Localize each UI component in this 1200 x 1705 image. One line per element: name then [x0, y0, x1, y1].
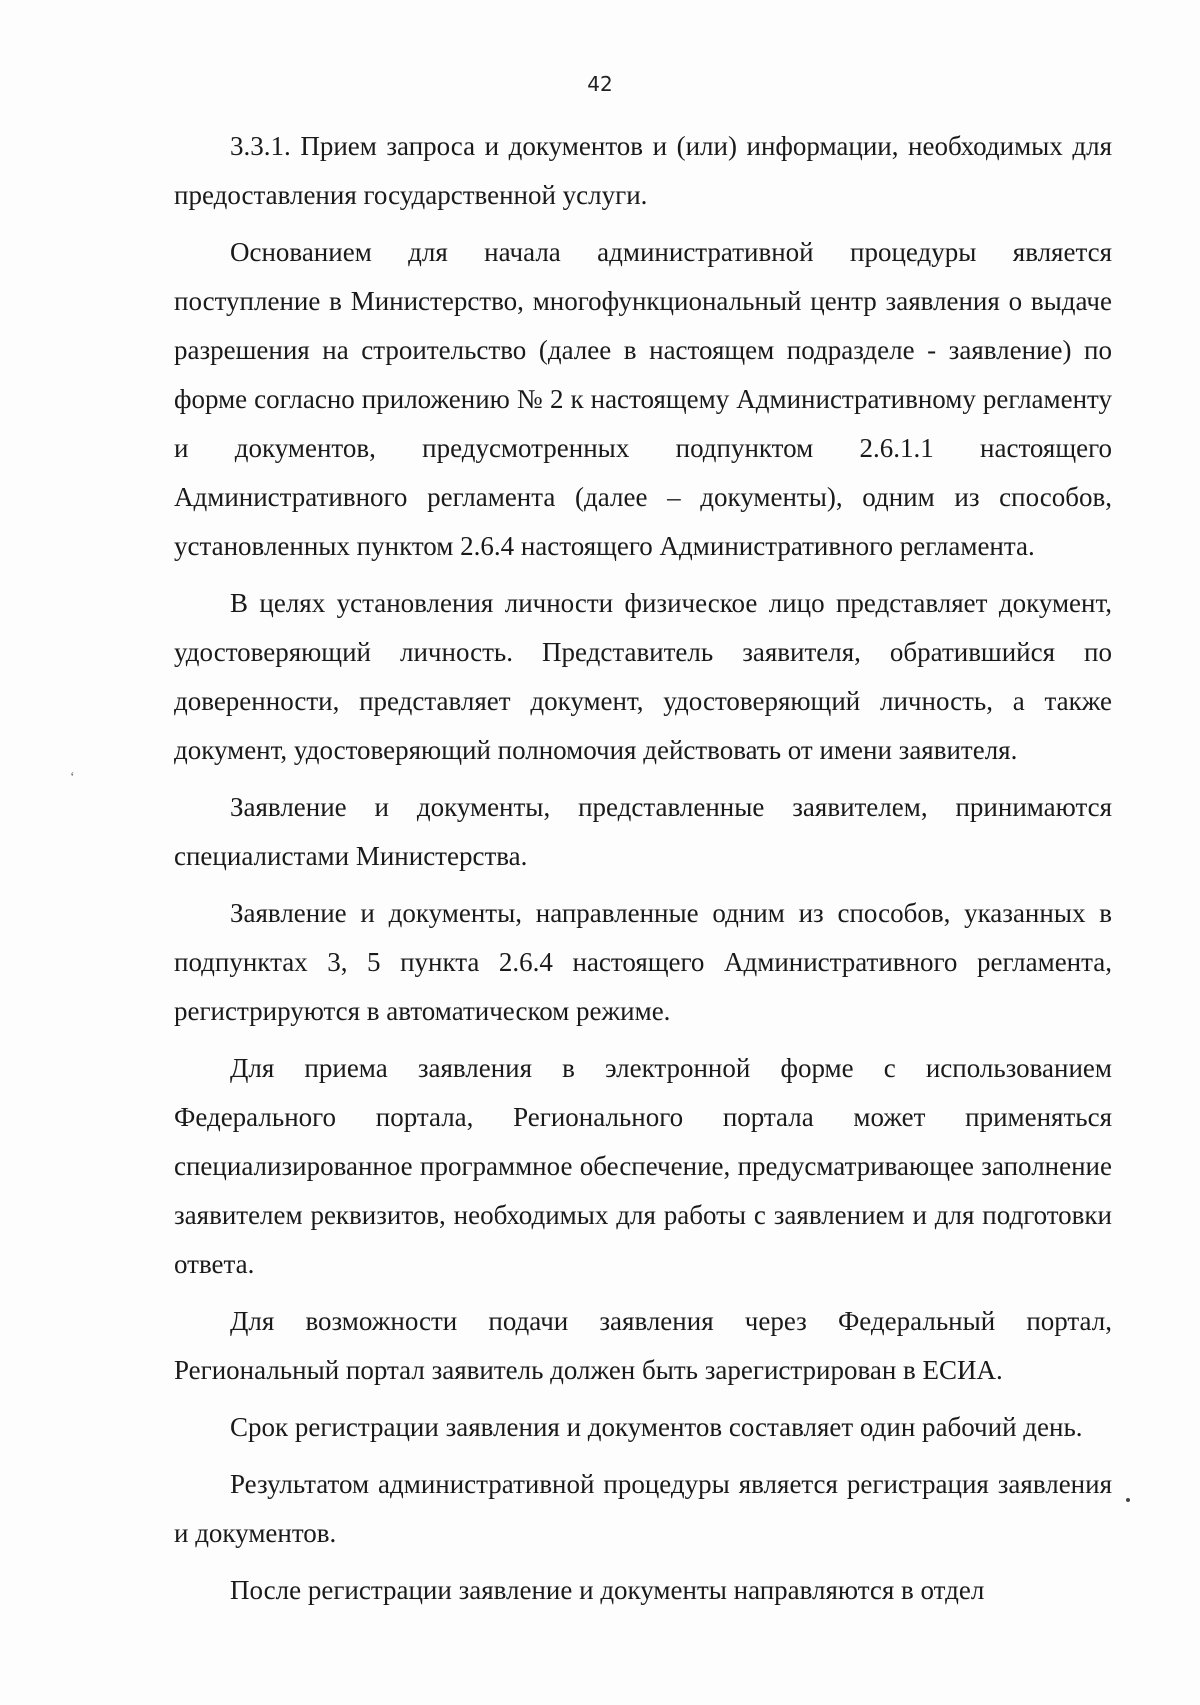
paragraph-section-heading: 3.3.1. Прием запроса и документов и (или) информации, необходимых для предоставления государственной услуги. — [174, 131, 1112, 210]
paragraph-identity: В целях установления личности физическое лицо представляет документ, удостоверяющий личность. Представитель заявителя, обратившийся по доверенности, представляет документ, удостоверяющий личность, а также документ, удостоверяющий полномочия действовать от имени заявителя. — [174, 588, 1112, 765]
paragraph-electronic-form: Для приема заявления в электронной форме с использованием Федерального портала, Регионального портала может применяться специализированное программное обеспечение, предусматривающее заполнение заявителем реквизитов, необходимых для работы с заявлением и для подготовки ответа. — [174, 1053, 1112, 1279]
margin-mark: ʻ — [70, 770, 75, 785]
paragraph-basis: Основанием для начала административной процедуры является поступление в Министерство, многофункциональный центр заявления о выдаче разрешения на строительство (далее в настоящем подразделе - заявление) по форме согласно приложению № 2 к настоящему Административному регламенту и документов, предусмотренных подпунктом 2.6.1.1 настоящего Административного регламента (далее – документы), одним из способов, установленных пунктом 2.6.4 настоящего Административного регламента. — [174, 237, 1112, 561]
paragraph-registration-term: Срок регистрации заявления и документов составляет один рабочий день. — [230, 1412, 1083, 1442]
paragraph-after-registration: После регистрации заявление и документы направляются в отдел — [230, 1575, 985, 1605]
page-number: 42 — [587, 72, 613, 96]
body-text — [174, 122, 1112, 1615]
paragraph-acceptance: Заявление и документы, представленные заявителем, принимаются специалистами Министерства. — [174, 792, 1112, 871]
paragraph-result: Результатом административной процедуры является регистрация заявления и документов. — [174, 1469, 1112, 1548]
paragraph-esia: Для возможности подачи заявления через Федеральный портал, Региональный портал заявитель должен быть зарегистрирован в ЕСИА. — [174, 1306, 1112, 1385]
margin-dot — [1126, 1498, 1130, 1502]
paragraph-auto-registration: Заявление и документы, направленные одним из способов, указанных в подпунктах 3, 5 пункта 2.6.4 настоящего Административного регламента, регистрируются в автоматическом режиме. — [174, 898, 1112, 1026]
